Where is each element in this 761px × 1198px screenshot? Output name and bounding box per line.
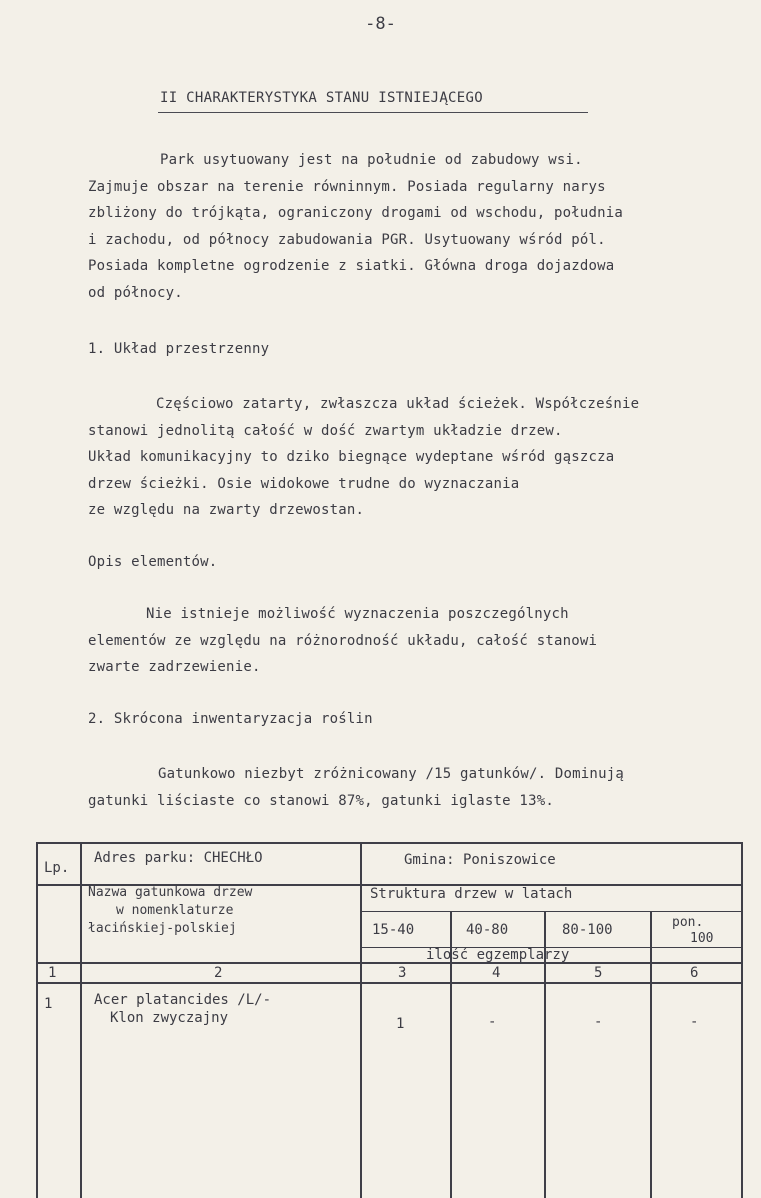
elements-title: Opis elementów. <box>88 554 218 570</box>
column-number: 6 <box>690 965 699 981</box>
age-class-over-value: 100 <box>690 931 714 946</box>
age-class-40-80: 40-80 <box>466 922 509 938</box>
table-right-border <box>741 842 743 1198</box>
column-number: 2 <box>214 965 223 981</box>
text-line: od północy. <box>88 285 183 301</box>
text-line: gatunki liściaste co stanowi 87%, gatunki iglaste 13%. <box>88 793 554 809</box>
text-line: Posiada kompletne ogrodzenie z siatki. Główna droga dojazdowa <box>88 258 615 274</box>
table-column-divider <box>360 842 362 1198</box>
table-left-border <box>36 842 38 1198</box>
row-species-latin: Acer platancides /L/- <box>94 992 272 1008</box>
text-line: elementów ze względu na różnorodność układu, całość stanowi <box>88 633 598 649</box>
text-line: zbliżony do trójkąta, ograniczony drogami od wschodu, południa <box>88 205 623 221</box>
row-count-80-100: - <box>594 1014 603 1030</box>
species-header-line: w nomenklaturze <box>116 903 234 918</box>
structure-header: Struktura drzew w latach <box>370 886 573 902</box>
text-line: Zajmuje obszar na terenie równinnym. Posiada regularny narys <box>88 179 606 195</box>
address-label: Adres parku: CHECHŁO <box>94 850 263 866</box>
row-species-polish: Klon zwyczajny <box>110 1010 229 1026</box>
species-header-line: Nazwa gatunkowa drzew <box>88 885 253 900</box>
age-class-over-label: pon. <box>672 915 704 930</box>
column-number: 1 <box>48 965 57 981</box>
heading-underline <box>158 112 588 113</box>
text-line: zwarte zadrzewienie. <box>88 659 261 675</box>
table-rule <box>36 982 742 984</box>
row-lp: 1 <box>44 996 53 1012</box>
species-header-line: łacińskiej-polskiej <box>88 921 237 936</box>
text-line: drzew ścieżki. Osie widokowe trudne do wyznaczania <box>88 476 520 492</box>
section-heading: II CHARAKTERYSTYKA STANU ISTNIEJĄCEGO <box>160 90 483 106</box>
gmina-label: Gmina: Poniszowice <box>404 852 556 868</box>
column-number: 5 <box>594 965 603 981</box>
text-line: Częściowo zatarty, zwłaszcza układ ścieżek. Współcześnie <box>156 396 640 412</box>
table-rule <box>360 911 742 912</box>
text-line: Układ komunikacyjny to dziko biegnące wydeptane wśród gąszcza <box>88 449 615 465</box>
column-number: 4 <box>492 965 501 981</box>
section2-title: 2. Skrócona inwentaryzacja roślin <box>88 711 373 727</box>
page-number: -8- <box>365 14 396 34</box>
table-top-border <box>36 842 742 844</box>
text-line: stanowi jednolitą całość w dość zwartym układzie drzew. <box>88 423 563 439</box>
row-count-40-80: - <box>488 1014 497 1030</box>
text-line: i zachodu, od północy zabudowania PGR. Usytuowany wśród pól. <box>88 232 606 248</box>
count-header: ilość egzemplarzy <box>426 947 570 963</box>
row-count-15-40: 1 <box>396 1016 405 1032</box>
table-column-divider <box>650 911 652 1198</box>
table-column-divider <box>80 842 82 1198</box>
lp-header: Lp. <box>44 860 70 876</box>
age-class-80-100: 80-100 <box>562 922 613 938</box>
table-rule <box>36 962 742 964</box>
text-line: ze względu na zwarty drzewostan. <box>88 502 365 518</box>
text-line: Nie istnieje możliwość wyznaczenia poszczególnych <box>146 606 569 622</box>
age-class-15-40: 15-40 <box>372 922 415 938</box>
section1-title: 1. Układ przestrzenny <box>88 341 270 357</box>
row-count-over-100: - <box>690 1014 699 1030</box>
text-line: Gatunkowo niezbyt zróżnicowany /15 gatunków/. Dominują <box>158 766 624 782</box>
text-line: Park usytuowany jest na południe od zabudowy wsi. <box>160 152 583 168</box>
column-number: 3 <box>398 965 407 981</box>
